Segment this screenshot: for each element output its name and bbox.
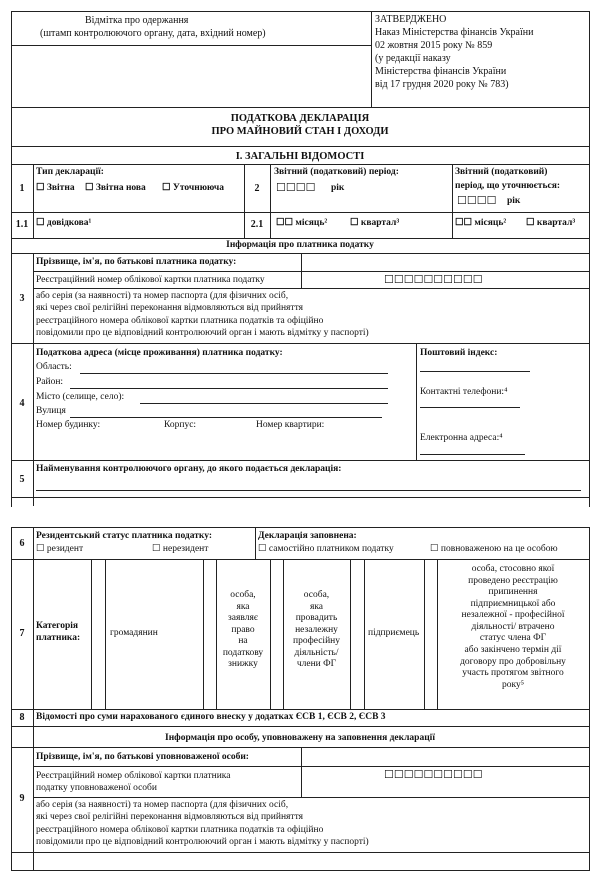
authorized-passport-1: або серія (за наявності) та номер паспорта (для фізичних осіб, xyxy=(36,800,289,810)
type-reporting-checkbox[interactable]: ☐ Звітна xyxy=(36,183,75,193)
section-general: І. ЗАГАЛЬНІ ВІДОМОСТІ xyxy=(235,151,365,162)
authorized-reg-label-2: податку уповноваженої особи xyxy=(36,783,157,793)
passport-note-4: повідомили про це відповідний контролюючий орган і мають відмітку у паспорті) xyxy=(36,328,369,338)
passport-note-2: які через свої релігійні переконання відмовляються від прийняття xyxy=(36,303,303,313)
type-new-reporting-checkbox[interactable]: ☐ Звітна нова xyxy=(85,183,146,193)
district-label: Район: xyxy=(36,377,64,387)
title-line2: ПРО МАЙНОВИЙ СТАН І ДОХОДИ xyxy=(211,126,389,137)
authorized-name-label: Прізвище, ім'я, по батькові уповноваженої особи: xyxy=(36,752,249,762)
authorized-reg-label-1: Реєстраційний номер облікової картки платника xyxy=(36,771,231,781)
row-num-1-1: 1.1 xyxy=(15,219,29,230)
postcode-label: Поштовий індекс: xyxy=(420,348,498,358)
row-num-9: 9 xyxy=(19,793,25,804)
declaration-type-label: Тип декларації: xyxy=(36,167,104,177)
row-num-3: 3 xyxy=(19,293,25,304)
category-label-1: Категорія xyxy=(36,621,79,631)
period-label: Звітний (податковий) період: xyxy=(274,167,399,177)
receipt-line2: (штамп контролюючого органу, дата, вхідний номер) xyxy=(40,28,266,39)
payer-reg-boxes[interactable]: ☐☐☐☐☐☐☐☐☐☐ xyxy=(384,274,483,286)
esv-info-label: Відомості про суми нарахованого єдиного внеску у додатках ЄСВ 1, ЄСВ 2, ЄСВ 3 xyxy=(36,712,386,722)
period-year-boxes[interactable]: ☐☐☐☐ xyxy=(276,182,316,194)
clarified-year-label: рік xyxy=(507,196,521,206)
passport-note-3: реєстраційного номера облікової картки платника податків та офіційно xyxy=(36,316,324,326)
passport-note-1: або серія (за наявності) та номер паспорта (для фізичних осіб, xyxy=(36,291,289,301)
month-boxes[interactable]: ☐☐ місяць² xyxy=(276,218,328,228)
clarified-year-boxes[interactable]: ☐☐☐☐ xyxy=(457,195,497,207)
house-label: Номер будинку: xyxy=(36,420,101,430)
row-num-2: 2 xyxy=(254,183,260,194)
approved-l3: 02 жовтня 2015 року № 859 xyxy=(375,40,493,51)
category-independent-activity: особа, яка провадить незалежну професійну діяльність/ члени ФГ xyxy=(293,590,340,670)
authorized-passport-4: повідомили про це відповідний контролюючий орган і мають відмітку у паспорті) xyxy=(36,837,369,847)
quarter-box[interactable]: ☐ квартал³ xyxy=(350,218,400,228)
payer-name-label: Прізвище, ім'я, по батькові платника податку: xyxy=(36,257,237,267)
row-num-1: 1 xyxy=(19,183,25,194)
category-entrepreneur: підприємець xyxy=(368,628,420,638)
clarified-quarter-box[interactable]: ☐ квартал³ xyxy=(526,218,576,228)
self-filled-checkbox[interactable]: ☐ самостійно платником податку xyxy=(258,544,394,554)
category-label-2: платника: xyxy=(36,633,81,643)
reference-checkbox[interactable]: ☐ довідкова¹ xyxy=(36,218,92,228)
tax-address-label: Податкова адреса (місце проживання) платника податку: xyxy=(36,348,283,358)
period-year-label: рік xyxy=(331,183,345,193)
nonresident-checkbox[interactable]: ☐ нерезидент xyxy=(152,544,209,554)
authorized-reg-boxes[interactable]: ☐☐☐☐☐☐☐☐☐☐ xyxy=(384,769,483,781)
approved-l4: (у редакції наказу xyxy=(375,53,451,64)
row-num-4: 4 xyxy=(19,398,25,409)
approved-l1: ЗАТВЕРДЖЕНО xyxy=(375,14,447,25)
receipt-line1: Відмітка про одержання xyxy=(85,15,189,26)
street-label: Вулиця xyxy=(36,406,66,416)
city-label: Місто (селище, село): xyxy=(36,392,125,402)
approved-l6: від 17 грудня 2020 року № 783) xyxy=(375,79,509,90)
clarified-period-label2: період, що уточнюється: xyxy=(455,181,560,191)
row-num-2-1: 2.1 xyxy=(250,219,264,230)
authorized-passport-2: які через свої релігійні переконання відмовляються від прийняття xyxy=(36,812,303,822)
building-label: Корпус: xyxy=(164,420,197,430)
resident-status-label: Резидентський статус платника податку: xyxy=(36,531,213,541)
approved-l5: Міністерства фінансів України xyxy=(375,66,507,77)
category-terminated: особа, стосовно якої проведено реєстрацію припинення підприємницької або незалежної - професійної діяльності/ втрачено статус члена ФГ або закінчено термін дії договору про добровільну участь протягом звітного року⁵ xyxy=(460,564,566,690)
type-clarifying-checkbox[interactable]: ☐ Уточнююча xyxy=(162,183,225,193)
row-num-6: 6 xyxy=(19,538,25,549)
title-line1: ПОДАТКОВА ДЕКЛАРАЦІЯ xyxy=(230,113,370,124)
category-tax-deduction: особа, яка заявляє право на податкову знижку xyxy=(222,590,264,670)
approved-l2: Наказ Міністерства фінансів України xyxy=(375,27,534,38)
clarified-month-boxes[interactable]: ☐☐ місяць² xyxy=(455,218,507,228)
row-num-5: 5 xyxy=(19,474,25,485)
payer-info-heading: Інформація про платника податку xyxy=(226,240,374,250)
authorized-passport-3: реєстраційного номера облікової картки платника податків та офіційно xyxy=(36,825,324,835)
row-num-8: 8 xyxy=(19,712,25,723)
region-label: Область: xyxy=(36,362,72,372)
apartment-label: Номер квартири: xyxy=(256,420,325,430)
row-num-7: 7 xyxy=(19,628,25,639)
payer-reg-label: Реєстраційний номер облікової картки платника податку xyxy=(36,275,265,285)
category-citizen: громадянин xyxy=(110,628,158,638)
authorized-checkbox[interactable]: ☐ повноваженою на це особою xyxy=(430,544,558,554)
authorized-person-heading: Інформація про особу, уповноважену на заповнення декларації xyxy=(165,733,435,743)
resident-checkbox[interactable]: ☐ резидент xyxy=(36,544,84,554)
filled-by-label: Декларація заповнена: xyxy=(258,531,357,541)
clarified-period-label1: Звітний (податковий) xyxy=(455,167,548,177)
phones-label: Контактні телефони:⁴ xyxy=(420,387,508,397)
tax-authority-label: Найменування контролюючого органу, до якого подається декларація: xyxy=(36,464,342,474)
email-label: Електронна адреса:⁴ xyxy=(420,433,503,443)
